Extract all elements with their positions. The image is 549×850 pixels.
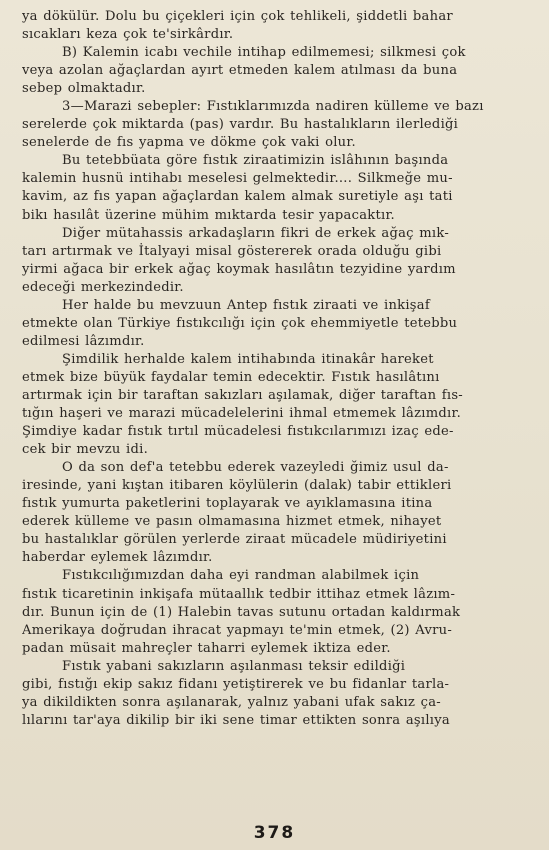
text-line: fıstık yumurta paketlerini toplayarak ve ayıklamasına itina — [22, 496, 433, 512]
text-line: Diğer mütahassis arkadaşların fikri de erkek ağaç mık- — [62, 225, 450, 241]
paragraph — [22, 297, 535, 351]
paragraph — [22, 225, 535, 297]
text-line: haberdar eylemek lâzımdır. — [22, 550, 213, 566]
paragraph — [22, 351, 535, 459]
text-line: serelerde çok miktarda (pas) vardır. Bu hastalıkların ilerlediği — [22, 117, 459, 133]
paragraph — [22, 98, 535, 152]
text-line: tığın haşeri ve marazi mücadelelerini ihmal etmemek lâzımdır. — [22, 406, 461, 422]
text-line: fıstık ticaretinin inkişafa mütaallık tedbir ittihaz etmek lâzım- — [22, 586, 456, 602]
text-line: Şimdiye kadar fıstık tırtıl mücadelesi fıstıkcılarımızı izaç ede- — [22, 424, 454, 440]
text-line: B) Kalemin icabı vechile intihap edilmemesi; silkmesi çok — [62, 45, 466, 61]
text-line: ya dikildikten sonra aşılanarak, yalnız yabani ufak sakız ça- — [22, 694, 441, 710]
paragraph — [22, 658, 535, 730]
text-line: kavim, az fıs yapan ağaçlardan kalem almak suretiyle aşı tati — [22, 189, 453, 205]
text-line: senelerde de fıs yapma ve dökme çok vaki olur. — [22, 135, 356, 151]
text-line: veya azolan ağaçlardan ayırt etmeden kalem atılması da buna — [22, 63, 458, 79]
text-line: gibi, fıstığı ekip sakız fidanı yetiştirerek ve bu fidanlar tarla- — [22, 676, 450, 692]
text-line: padan müsait mahreçler taharri eylemek iktiza eder. — [22, 640, 391, 656]
text-line: sebep olmaktadır. — [22, 81, 146, 97]
text-line: ya dökülür. Dolu bu çiçekleri için çok tehlikeli, şiddetli bahar — [22, 9, 453, 24]
text-line: sıcakları keza çok te'sirkârdır. — [22, 27, 234, 43]
text-line: etmek bize büyük faydalar temin edecektir. Fıstık hasılâtını — [22, 369, 440, 385]
text-line: O da son def'a tetebbu ederek vazeyledi ğimiz usul da- — [62, 460, 449, 476]
text-line: tarı artırmak ve İtalyayi misal göstererek orada olduğu gibi — [22, 243, 442, 259]
text-line: bikı hasılât üzerine mühim mıktarda tesir yapacaktır. — [22, 207, 395, 223]
page-number: 378 — [253, 823, 296, 843]
text-line: edeceği merkezindedir. — [22, 279, 184, 295]
paragraph — [22, 459, 535, 567]
body-text — [22, 8, 535, 730]
text-line: artırmak için bir taraftan sakızları aşılamak, diğer taraftan fıs- — [22, 387, 463, 403]
paragraph — [22, 8, 535, 44]
paragraph — [22, 152, 535, 224]
text-line: Şimdilik herhalde kalem intihabında itinakâr hareket — [62, 351, 434, 367]
text-line: iresinde, yani kıştan itibaren köylülerin (dalak) tabir ettikleri — [22, 478, 452, 494]
text-line: ederek külleme ve pasın olmamasına hizmet etmek, nihayet — [22, 514, 442, 530]
text-line: etmekte olan Türkiye fıstıkcılığı için çok ehemmiyetle tetebbu — [22, 315, 458, 331]
text-line: cek bir mevzu idi. — [22, 442, 149, 458]
text-line: lılarını tar'aya dikilip bir iki sene timar ettikten sonra aşılıya — [22, 712, 450, 728]
text-line: kalemin husnü intihabı meselesi gelmektedir.... Silkmeğe mu- — [22, 171, 453, 187]
paragraph — [22, 567, 535, 657]
text-line: Bu tetebbüata göre fıstık ziraatimizin islâhının başında — [62, 153, 449, 169]
text-line: dır. Bunun için de (1) Halebin tavas sutunu ortadan kaldırmak — [22, 604, 461, 620]
paragraph — [22, 44, 535, 98]
text-line: yirmi ağaca bir erkek ağaç koymak hasılâtın tezyidine yardım — [22, 261, 456, 277]
text-line: 3—Marazi sebepler: Fıstıklarımızda nadiren külleme ve bazı — [62, 99, 484, 115]
text-line: edilmesi lâzımdır. — [22, 333, 145, 349]
text-line: Her halde bu mevzuun Antep fıstık ziraati ve inkişaf — [62, 297, 430, 313]
text-line: bu hastalıklar görülen yerlerde ziraat mücadele müdiriyetini — [22, 532, 447, 548]
text-line: Fıstıkcılığımızdan daha eyi randman alabilmek için — [62, 568, 420, 584]
text-line: Amerikaya doğrudan ihracat yapmayı te'min etmek, (2) Avru- — [22, 622, 453, 638]
text-line: Fıstık yabani sakızların aşılanması teksir edildiği — [62, 658, 406, 674]
